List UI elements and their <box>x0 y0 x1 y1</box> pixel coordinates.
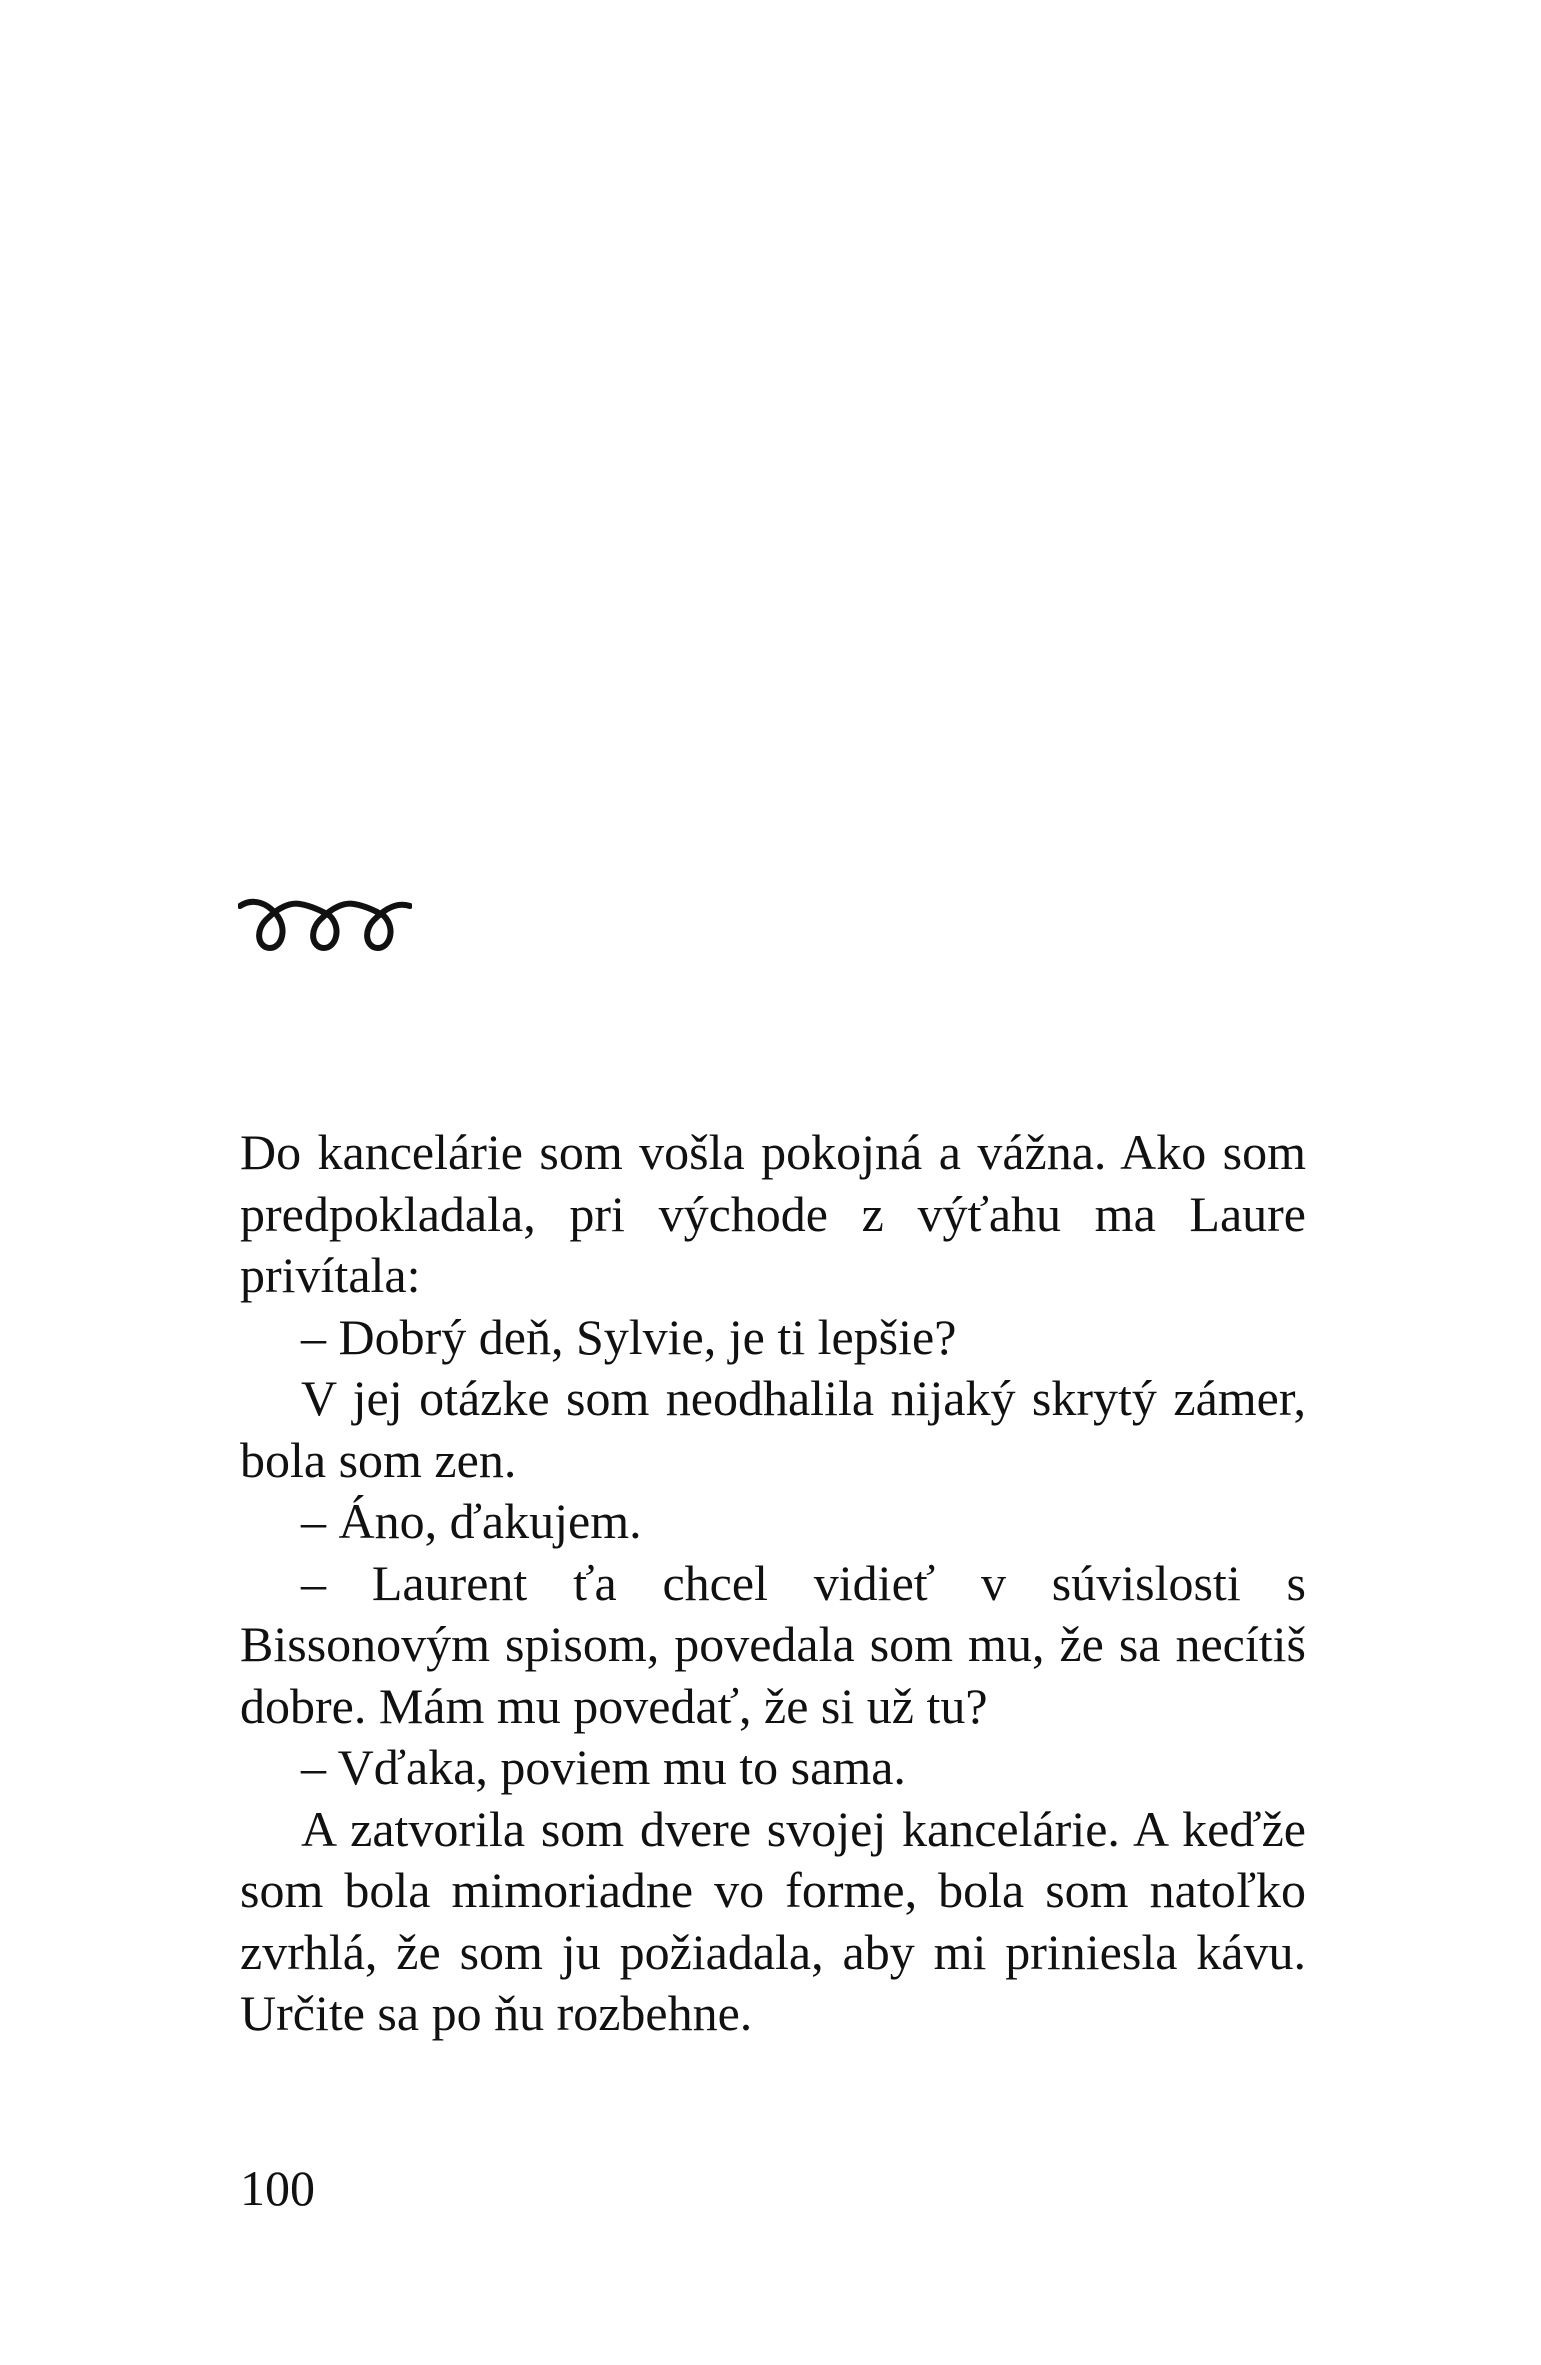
paragraph-7: A zatvorila som dvere svojej kancelárie. A keďže som bola mimoriadne vo forme, bola som natoľko zvrhlá, že som ju požiadala, aby mi priniesla kávu. Určite sa po ňu rozbehne. <box>240 1800 1306 2041</box>
paragraph-3: V jej otázke som neodhalila nijaký skrytý zámer, bola som zen. <box>240 1370 1306 1488</box>
paragraph-5: – Laurent ťa chcel vidieť v súvislosti s Bissonovým spisom, povedala som mu, že sa necítiš dobre. Mám mu povedať, že si už tu? <box>240 1554 1306 1734</box>
paragraph-1: Do kancelárie som vošla pokojná a vážna. Ako som predpokladala, pri východe z výťahu ma Laure privítala: <box>240 1124 1306 1303</box>
paragraph-4: – Áno, ďakujem. <box>301 1493 642 1549</box>
body-text <box>240 1122 1306 2045</box>
triple-loop-ornament-icon <box>238 898 412 952</box>
paragraph-6: – Vďaka, poviem mu to sama. <box>301 1739 906 1795</box>
page-number: 100 <box>240 2160 315 2216</box>
paragraph-2: – Dobrý deň, Sylvie, je ti lepšie? <box>301 1308 957 1365</box>
